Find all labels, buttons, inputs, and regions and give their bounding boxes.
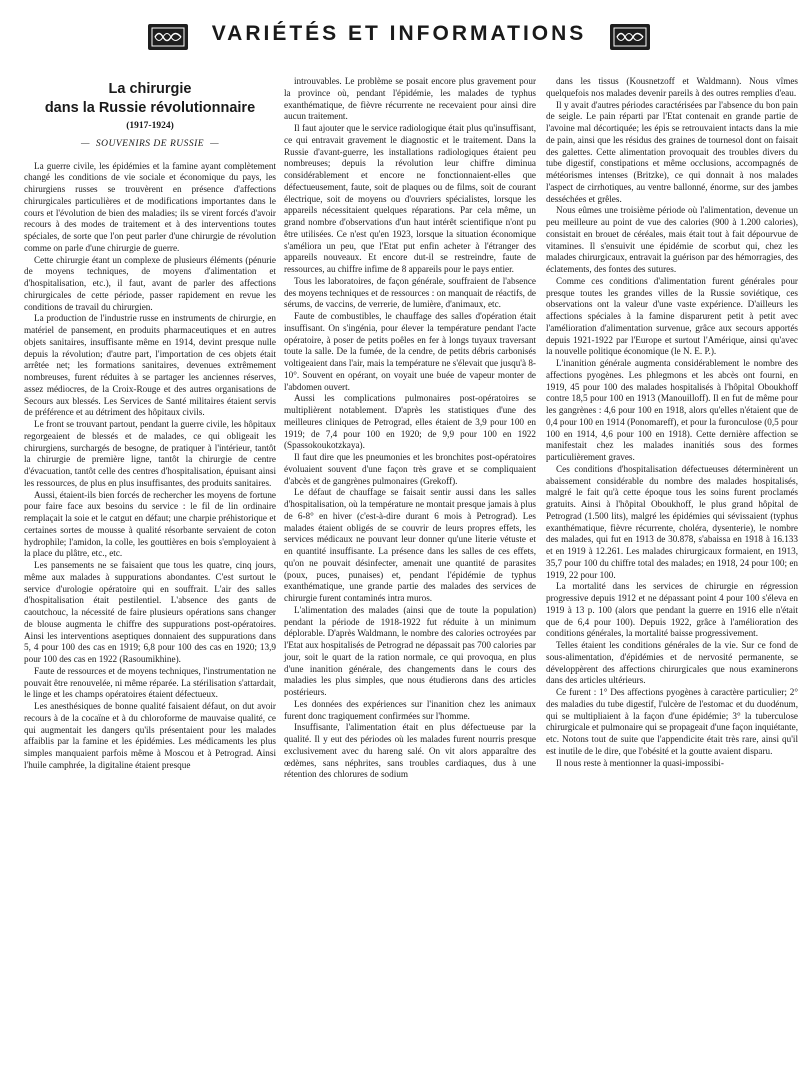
article-subtitle: — SOUVENIRS DE RUSSIE — xyxy=(24,139,276,151)
text-column-2 xyxy=(284,76,536,781)
text-column-3 xyxy=(546,76,798,769)
article-title-line2: dans la Russie révolutionnaire xyxy=(44,100,256,116)
paragraph: Aussi les complications pulmonaires post-opératoires se multiplièrent notablement. D'après les statistiques d'une des meilleures cliniques de Petrograd, elles étaient de 3,9 pour 100 en 1919; de 7,4 pour 100 en 1920; de 9,9 pour 100 en 1922 (Spassokoukotzkaya). xyxy=(284,393,536,451)
column-body xyxy=(284,76,536,781)
paragraph: Aussi, étaient-ils bien forcés de rechercher les moyens de fortune pour faire face aux besoins du service : le fil de lin ordinaire remplaçait la soie et le catgut en défaut; une charpie préhistorique et certaines sortes de mousse à qualité résorbante servaient de coton hydrophile; l'amidon, la colle, les gouttières en bois s'employaient à la place du plâtre, etc., etc. xyxy=(24,489,276,559)
paragraph: Comme ces conditions d'alimentation furent générales pour presque toutes les grandes villes de la Russie soviétique, ces observations ont la valeur d'une vaste expérience. D'ailleurs les affections spéciales à la famine disparurent petit à petit avec l'amélioration d'alimentation survenue, grâce aux secours apportés depuis 1921-1922 par l'Europe et surtout l'Amérique, ainsi qu'avec la nouvelle politique économique (le N. E. P.). xyxy=(546,275,798,357)
paragraph: Faute de ressources et de moyens techniques, l'instrumentation ne pouvait être renouvelée, ni même réparée. La stérilisation s'attardait, le linge et les champs opératoires étaient défectueux. xyxy=(24,665,276,700)
paragraph: Faute de combustibles, le chauffage des salles d'opération était insuffisant. On s'ingénia, pour élever la température pendant l'acte opératoire, à poser de petits poêles en fer à longs tuyaux traversant toute la salle. De la fumée, de la cendre, de petits débris carbonisés voltigeaient dans l'air, mais la température ne s'élevait que jusqu'à 8-10°. Souvent en opérant, on voyait une buée de vapeur monter de l'abdomen ouvert. xyxy=(284,311,536,392)
paragraph: Il y avait d'autres périodes caractérisées par l'absence du bon pain de seigle. Le pain réparti par l'Etat contenait en grande partie de l'avoine mal décortiquée; les épis se retrouvaient intacts dans la mie de pain, ainsi que les résidus des graines de tournesol dont on faisait des galettes. Cette alimentation provoquait des troubles divers du tube digestif, constipations et même occlusions, accompagnés de météorismes intenses (Britzke), ce qui donnait à nos malades l'aspect de cirrhotiques, au ventre ballonné, énorme, sur des jambes desséchées et grêles. xyxy=(546,99,798,204)
column-body xyxy=(546,76,798,769)
paragraph: Insuffisante, l'alimentation était en plus défectueuse par la qualité. Il y eut des périodes où les malades furent nourris presque exclusivement avec du hareng salé. On vit alors apparaître des œdèmes, sans néphrites, sans troubles cardiaques, dus à une rétention des chlorures de sodium xyxy=(284,722,536,780)
section-title: VARIÉTÉS ET INFORMATIONS xyxy=(211,22,587,45)
paragraph: Cette chirurgie étant un complexe de plusieurs éléments (pénurie de moyens techniques, de moyens d'alimentation et d'hospitalisation, etc.), il faut, avant de parler des affections chirurgicales de cette période, passer rapidement en revue les conditions de travail du chirurgien. xyxy=(24,254,276,312)
paragraph: La mortalité dans les services de chirurgie en régression progressive depuis 1912 et ne dépassant point 4 pour 100 s'éleva en 1919 à 13 p. 100 (alors que pendant la guerre en 1916 elle n'était que de 6,4 pour 100). Depuis 1922, grâce à l'amélioration des conditions générales, la mortalité baisse progressivement. xyxy=(546,581,798,639)
ornament-icon xyxy=(148,24,188,50)
paragraph: Nous eûmes une troisième période où l'alimentation, devenue un peu meilleure au point de vue des calories (900 à 1.200 calories), consistait en brouet de céréales, mais était tout à fait dépourvue de vitamines. Il s'ensuivit une épidémie de scorbut qui, chez les malades chirurgicaux, entravait la guérison par des hémorragies, des éclatements, des fontes des sutures. xyxy=(546,205,798,274)
column-body xyxy=(24,161,276,772)
page-header xyxy=(0,0,800,62)
paragraph: Les anesthésiques de bonne qualité faisaient défaut, on dut avoir recours à de la cocaïne et à du chloroforme de mauvaise qualité, ce qui augmentait les dangers qu'ils présentaient pour les malades affaiblis par la famine et les épidémies. Les médicaments les plus simples manquaient parfois même à Moscou et à Petrograd. Ainsi l'huile camphrée, la digitaline étaient presque xyxy=(24,701,276,770)
paragraph: La production de l'industrie russe en instruments de chirurgie, en matériel de pansement, en produits pharmaceutiques et en autres objets sanitaires, insuffisante même en 1914, devint presque nulle depuis la révolution; d'autre part, l'importation de ces objets était arrêtée net; les formations sanitaires, devenues extrêmement nombreuses, furent réduites à se partager les anciennes réserves, assez médiocres, de la Croix-Rouge et des autres organisations de Secours aux blessés. Les Services de Santé militaires étaient servis de préférence et au détriment des hôpitaux civils. xyxy=(24,313,276,418)
paragraph: Il faut ajouter que le service radiologique était plus qu'insuffisant, ce qui entravait gravement le diagnostic et le traitement. Dans la Russie d'avant-guerre, les installations radiologiques étaient peu nombreuses; depuis la révolution leur chiffre diminua considérablement et encore ne fonctionnaient-elles que défectueusement, faute, soit de plaques ou de films, soit de courant électrique, soit de moyens ou d'ouvriers spécialistes, lorsque les appareils nécessitaient quelques réparations. Par cela même, un grand nombre d'observations d'un haut intérêt scientifique n'ont pu être utilisées. Ce n'est qu'en 1923, lorsque la situation économique s'améliora un peu, que l'Etat put enfin acheter à l'étranger des appareils nouveaux. Et encore dut-il se restreindre, faute de ressources, au chiffre infime de 8 appareils pour le pays entier. xyxy=(284,123,536,274)
paragraph: dans les tissus (Kousnetzoff et Waldmann). Nous vîmes quelquefois nos malades devenir pareils à des outres remplies d'eau. xyxy=(546,76,798,98)
article-dates: (1917-1924) xyxy=(126,121,174,131)
paragraph: Ces conditions d'hospitalisation défectueuses déterminèrent un abaissement considérable du nombre des malades hospitalisés, malgré le fait qu'à cette époque tous les soins furent proclamés gratuits. Ainsi à l'hôpital Oboukhoff, le plus grand hôpital de Petrograd (1.500 lits), malgré les épidémies qui sévissaient (typhus exanthématique, fièvre récurrente, choléra, dysenterie), le nombre des malades, qui fut en 1913 de 30.878, s'abaissa en 1918 à 16.133 et en 1919 à 12.261. Les malades chirurgicaux formaient, en 1913, 35,7 pour 100 du chiffre total des malades; en 1918, 24 pour 100; en 1919, 22 pour 100. xyxy=(546,463,798,580)
paragraph: introuvables. Le problème se posait encore plus gravement pour la province où, pendant l'épidémie, les malades de typhus exanthématique, de fièvre récurrente ne recevaient pour ainsi dire aucun traitement. xyxy=(284,76,536,122)
paragraph: Le front se trouvant partout, pendant la guerre civile, les hôpitaux regorgeaient de blessés et de malades, ce qui obligeait les chirurgiens, surchargés de besogne, de pratiquer à l'intérieur, tantôt la chirurgie de première ligne, tantôt la chirurgie de centre d'évacuation, tantôt celle des centres d'hospitalisation, épuisant ainsi les ressources, de plus en plus insuffisantes, des produits sanitaires. xyxy=(24,419,276,488)
article-heading xyxy=(24,80,276,151)
paragraph: Le défaut de chauffage se faisait sentir aussi dans les salles d'hospitalisation, où la température ne montait presque jamais à plus de 6-8° en hiver (c'est-à-dire durant 6 mois à Petrograd). Les malades étaient obligés de se couvrir de leurs propres effets, les services médicaux ne pouvant leur donner qu'une literie vétuste et en quantité insuffisante. La présence dans les salles de ces effets, qu'on ne pouvait désinfecter, amenait une quantité de parasites (poux, puces, punaises) et, pendant l'épidémie de typhus exanthématique, une grande partie des malades des services de chirurgie furent contaminés intra muros. xyxy=(284,487,536,603)
paragraph: Les pansements ne se faisaient que tous les quatre, cinq jours, même aux malades à suppurations abondantes. C'est surtout le service d'urologie opératoire qui en souffrait. L'air des salles d'hospitalisation était pestilentiel. L'absence des gants de caoutchouc, la nécessité de faire plusieurs opérations sans changer de blouse augmenta le chiffre des suppurations post-opératoires. Ainsi les interventions aseptiques donnaient des suppurations dans 5, 4 pour 100 des cas en 1919; 6,8 pour 100 des cas en 1920; 13,9 pour 100 des cas en 1922 (Rasoumikhine). xyxy=(24,560,276,664)
article-title-line1: La chirurgie xyxy=(108,81,192,97)
paragraph: L'alimentation des malades (ainsi que de toute la population) pendant la période de 1918-1922 fut réduite à un minimum déplorable. D'après Waldmann, le nombre des calories octroyées par l'Etat aux hospitalisés de Petrograd ne dépassait pas 700 calories par jour, soit le quart de la ration normale, ce qui provoqua, en plus d'une inanition générale, des changements dans le cours des maladies les plus simples, que nous étudierons dans des articles postérieurs. xyxy=(284,604,536,697)
paragraph: L'inanition générale augmenta considérablement le nombre des affections pyogènes. Les phlegmons et les abcès ont fourni, en 1919, 45 pour 100 des malades hospitalisés à l'hôpital Oboukhoff contre 18,5 pour 100 en 1913 (Manouilloff). Il en fut de même pour les gangrènes : 4,6 pour 100 en 1918, alors qu'elles n'étaient que de 0,4 pour 100 en 1914 (Ponomareff), et pour la furonculose (0,5 pour 100 en 1914, 4,6 pour 100 en 1918). Cette dernière affection se manifestait chez les malades inanitiés sous des formes particulièrement graves. xyxy=(546,358,798,462)
paragraph: La guerre civile, les épidémies et la famine ayant complètement changé les conditions de vie sociale et économique du pays, les chirurgiens russes se trouvèrent en présence d'affections chirurgicales particulières et de modifications importantes dans le cours et l'évolution de bien des maladies; ils se virent forcés d'avoir recours à des modes de traitement et à des interventions toutes spéciales, de sorte que l'on peut parler d'une chirurgie de révolution comme on parle d'une chirurgie de guerre. xyxy=(24,160,276,253)
paragraph: Il faut dire que les pneumonies et les bronchites post-opératoires évoluaient souvent d'une façon très grave et se compliquaient d'abcès et de gangrènes pulmonaires (Grekoff). xyxy=(284,452,536,486)
paragraph: Tous les laboratoires, de façon générale, souffraient de l'absence des moyens techniques et de ressources : on manquait de réactifs, de sérums, de vaccins, de verrerie, de lumière, d'animaux, etc. xyxy=(284,275,536,310)
paragraph: Telles étaient les conditions générales de la vie. Sur ce fond de sous-alimentation, d'épidémies et de nervosité permanente, se développèrent des affections chirurgicales que nous examinerons dans des articles ultérieurs. xyxy=(546,640,798,686)
text-column-1 xyxy=(24,78,276,772)
paragraph: Il nous reste à mentionner la quasi-impossibi- xyxy=(556,757,724,768)
paragraph: Ce furent : 1° Des affections pyogènes à caractère particulier; 2° des maladies du tube digestif, l'ulcère de l'estomac et du duodénum, qui se multipliaient à la façon d'une épidémie; 3° la tuberculose chirurgicale et pulmonaire qui se propageait d'une façon inquiétante, etc. Notons tout de suite que l'appendicite était très rare, ainsi qu'il est inutile de le dire, que l'obésité et la goutte avaient disparu. xyxy=(546,687,798,756)
paragraph: Les données des expériences sur l'inanition chez les animaux furent donc tragiquement confirmées sur l'homme. xyxy=(284,698,536,721)
ornament-icon xyxy=(610,24,650,50)
